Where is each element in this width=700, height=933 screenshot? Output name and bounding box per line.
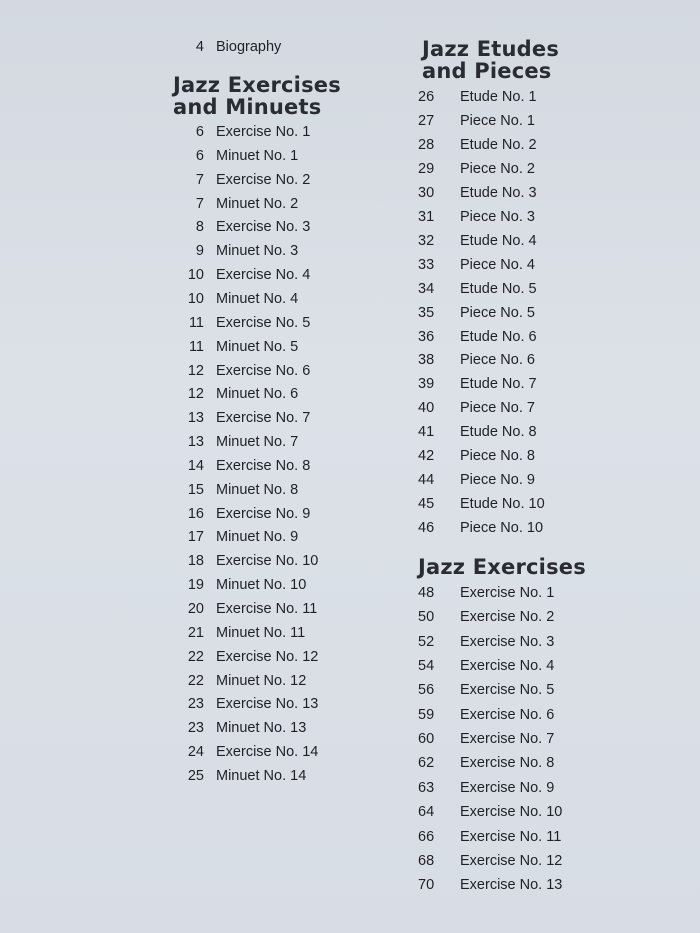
heading-line-1: Jazz Etudes [422,37,560,61]
entry-title: Exercise No. 11 [216,601,318,617]
toc-entry[interactable] [418,519,543,537]
toc-entry-biography[interactable] [170,38,281,56]
page-number: 60 [418,731,435,748]
entry-title: Piece No. 9 [460,472,535,489]
entry-title: Exercise No. 9 [460,779,555,796]
toc-entry[interactable] [170,314,310,332]
entry-title: Minuet No. 2 [216,195,299,212]
heading-line-2: and Pieces [422,59,552,83]
page-number: 30 [418,184,435,201]
toc-entry[interactable] [418,304,535,322]
toc-entry[interactable] [170,123,310,141]
toc-entry[interactable] [418,706,554,724]
entry-title: Exercise No. 3 [460,633,555,650]
toc-entry[interactable] [170,481,298,499]
entry-title: Piece No. 2 [460,160,535,177]
toc-entry[interactable] [418,208,535,226]
entry-title: Exercise No. 13 [216,696,319,713]
page-number: 29 [418,160,435,177]
toc-entry[interactable] [170,552,318,570]
entry-title: Exercise No. 12 [216,648,319,665]
toc-entry[interactable] [170,290,298,308]
page-number: 11 [188,314,204,331]
entry-title: Etude No. 8 [460,424,537,441]
entry-title: Exercise No. 7 [216,410,311,427]
toc-entry[interactable] [418,184,537,202]
entry-title: Minuet No. 11 [216,624,306,641]
page-number: 23 [187,696,204,713]
page-number: 22 [187,648,204,665]
page-number: 54 [418,658,435,675]
page-number: 16 [187,505,204,522]
toc-entry[interactable] [170,457,310,475]
entry-title: Exercise No. 6 [216,362,311,379]
toc-entry[interactable] [418,779,554,797]
toc-entry[interactable] [418,256,535,274]
page-number: 35 [418,304,435,321]
toc-entry[interactable] [170,338,298,356]
toc-entry[interactable] [418,754,554,772]
section-heading-jazz-etudes-and-pieces [422,38,559,82]
toc-entry[interactable] [418,328,537,346]
page-number: 13 [187,410,204,427]
entry-title: Etude No. 5 [460,280,537,297]
toc-entry[interactable] [418,852,562,870]
page-number: 13 [187,434,204,451]
toc-entry[interactable] [418,730,554,748]
entry-title: Piece No. 10 [460,520,544,537]
page-number: 42 [418,448,435,465]
page-number: 28 [418,136,435,153]
page-number: 8 [195,219,204,236]
toc-entry[interactable] [170,576,306,594]
page-number: 32 [418,232,435,249]
toc-entry[interactable] [170,719,306,737]
entry-title: Piece No. 4 [460,256,535,273]
page-number: 10 [187,267,204,284]
toc-entry[interactable] [170,147,298,165]
entry-title: Exercise No. 6 [460,706,555,723]
entry-title: Etude No. 6 [460,328,537,345]
entry-title: Etude No. 3 [460,184,537,201]
toc-entry[interactable] [418,160,535,178]
page-number: 56 [418,682,435,699]
page-number: 21 [187,624,204,641]
toc-entry[interactable] [418,681,554,699]
toc-entry[interactable] [418,112,535,130]
toc-entry[interactable] [418,495,545,513]
page-number: 15 [187,481,204,498]
toc-entry[interactable] [418,399,535,417]
page-number: 40 [418,400,435,417]
entry-title: Exercise No. 2 [460,609,555,626]
page-number: 44 [418,472,435,489]
toc-entry[interactable] [170,624,305,642]
page-number: 18 [187,553,204,570]
page-number: 59 [418,706,435,723]
entry-title: Exercise No. 4 [460,658,555,675]
entry-title: Exercise No. 10 [460,804,563,821]
heading-line-2: and Minuets [173,95,322,119]
toc-entry[interactable] [170,242,298,260]
page-number: 70 [418,877,435,894]
page-number: 46 [418,520,435,537]
toc-entry[interactable] [418,828,561,846]
toc-entry[interactable] [170,385,298,403]
entry-title: Minuet No. 9 [216,529,299,546]
page-number: 39 [418,376,435,393]
entry-title: Piece No. 5 [460,304,535,321]
entry-title: Exercise No. 8 [460,755,555,772]
section-heading-jazz-exercises-and-minuets [173,74,341,118]
page-number: 6 [195,147,204,164]
entry-title: Minuet No. 1 [216,147,299,164]
toc-entry[interactable] [170,171,310,189]
page-number: 48 [418,585,435,601]
page-number: 25 [187,767,204,784]
toc-entry[interactable] [418,471,535,489]
page-number: 6 [195,124,204,140]
entry-title: Exercise No. 8 [216,457,311,474]
toc-entry[interactable] [170,266,310,284]
entry-title: Exercise No. 12 [460,852,563,869]
page-number: 11 [188,338,204,355]
entry-title: Exercise No. 11 [460,828,562,845]
toc-entry[interactable] [170,743,318,761]
section-heading-jazz-exercises [418,556,586,578]
page-number: 50 [418,609,435,626]
toc-entry[interactable] [418,280,537,298]
entry-title: Exercise No. 4 [216,267,311,284]
page-number: 20 [187,601,204,617]
toc-entry[interactable] [418,88,537,106]
page-number: 64 [418,804,435,821]
page-number: 24 [187,744,204,761]
entry-title: Piece No. 6 [460,352,535,369]
entry-title: Exercise No. 13 [460,877,563,894]
entry-title: Minuet No. 13 [216,720,307,737]
entry-title: Piece No. 8 [460,448,535,465]
page-number: 10 [187,290,204,307]
entry-title: Exercise No. 1 [216,124,311,140]
toc-entry[interactable] [418,803,562,821]
page-number: 36 [418,328,435,345]
page-number: 17 [187,529,204,546]
page-number: 9 [195,243,204,260]
page-number: 41 [418,424,435,441]
entry-title: Etude No. 2 [460,136,537,153]
entry-title: Exercise No. 10 [216,553,319,570]
toc-entry[interactable] [418,584,554,602]
page-number: 52 [418,633,435,650]
page-number: 66 [418,828,435,845]
entry-title: Exercise No. 3 [216,219,311,236]
page-number: 38 [418,352,435,369]
entry-title: Minuet No. 14 [216,767,307,784]
page-number: 19 [187,577,204,594]
toc-entry[interactable] [170,409,310,427]
page-number: 12 [187,386,204,403]
toc-entry[interactable] [418,136,537,154]
toc-entry[interactable] [418,657,554,675]
entry-title: Exercise No. 7 [460,731,555,748]
toc-entry[interactable] [170,672,306,690]
entry-title: Exercise No. 14 [216,744,319,761]
entry-title: Exercise No. 5 [216,314,311,331]
entry-title: Minuet No. 12 [216,672,307,689]
toc-entry[interactable] [170,218,310,236]
page-number: 14 [187,457,204,474]
entry-title: Piece No. 3 [460,208,535,225]
toc-entry[interactable] [418,351,535,369]
toc-entry[interactable] [418,608,554,626]
entry-title: Minuet No. 7 [216,434,299,451]
entry-title: Piece No. 7 [460,400,535,417]
entry-title: Etude No. 7 [460,376,537,393]
page-number: 23 [187,720,204,737]
page-number: 33 [418,256,435,273]
entry-title: Piece No. 1 [460,112,535,129]
entry-title: Exercise No. 2 [216,171,311,188]
toc-entry[interactable] [170,600,317,618]
page-number: 34 [418,280,435,297]
heading-line-1: Jazz Exercises [418,555,586,579]
toc-entry[interactable] [418,375,537,393]
heading-line-1: Jazz Exercises [173,73,341,97]
entry-title: Etude No. 4 [460,232,537,249]
entry-title: Minuet No. 6 [216,386,299,403]
toc-entry[interactable] [418,876,562,894]
entry-title: Minuet No. 4 [216,290,299,307]
entry-title: Exercise No. 5 [460,682,555,699]
page-number: 63 [418,779,435,796]
page-number: 7 [195,195,204,212]
toc-entry[interactable] [170,648,318,666]
entry-title: Minuet No. 8 [216,481,299,498]
entry-title: Etude No. 10 [460,496,545,513]
page-number: 12 [187,362,204,379]
page-number: 27 [418,112,435,129]
toc-entry[interactable] [170,433,298,451]
toc-entry[interactable] [418,447,535,465]
entry-title: Minuet No. 10 [216,577,307,594]
toc-entry[interactable] [170,505,310,523]
page-number: 26 [418,89,435,105]
page-number: 7 [195,171,204,188]
toc-entry[interactable] [418,633,554,651]
toc-entry[interactable] [418,423,537,441]
entry-title: Minuet No. 5 [216,338,299,355]
toc-entry[interactable] [170,195,298,213]
entry-title: Etude No. 1 [460,89,537,105]
toc-entry[interactable] [170,362,310,380]
page-number: 22 [187,672,204,689]
entry-title: Biography [216,39,282,55]
toc-entry[interactable] [170,695,318,713]
toc-entry[interactable] [170,767,306,785]
entry-title: Exercise No. 9 [216,505,311,522]
toc-entry[interactable] [418,232,537,250]
entry-title: Exercise No. 1 [460,585,555,601]
toc-entry[interactable] [170,528,298,546]
page-number: 68 [418,852,435,869]
page-number: 62 [418,755,435,772]
entry-title: Minuet No. 3 [216,243,299,260]
page-number: 45 [418,496,435,513]
page-number: 31 [418,208,435,225]
page-number: 4 [195,39,204,55]
